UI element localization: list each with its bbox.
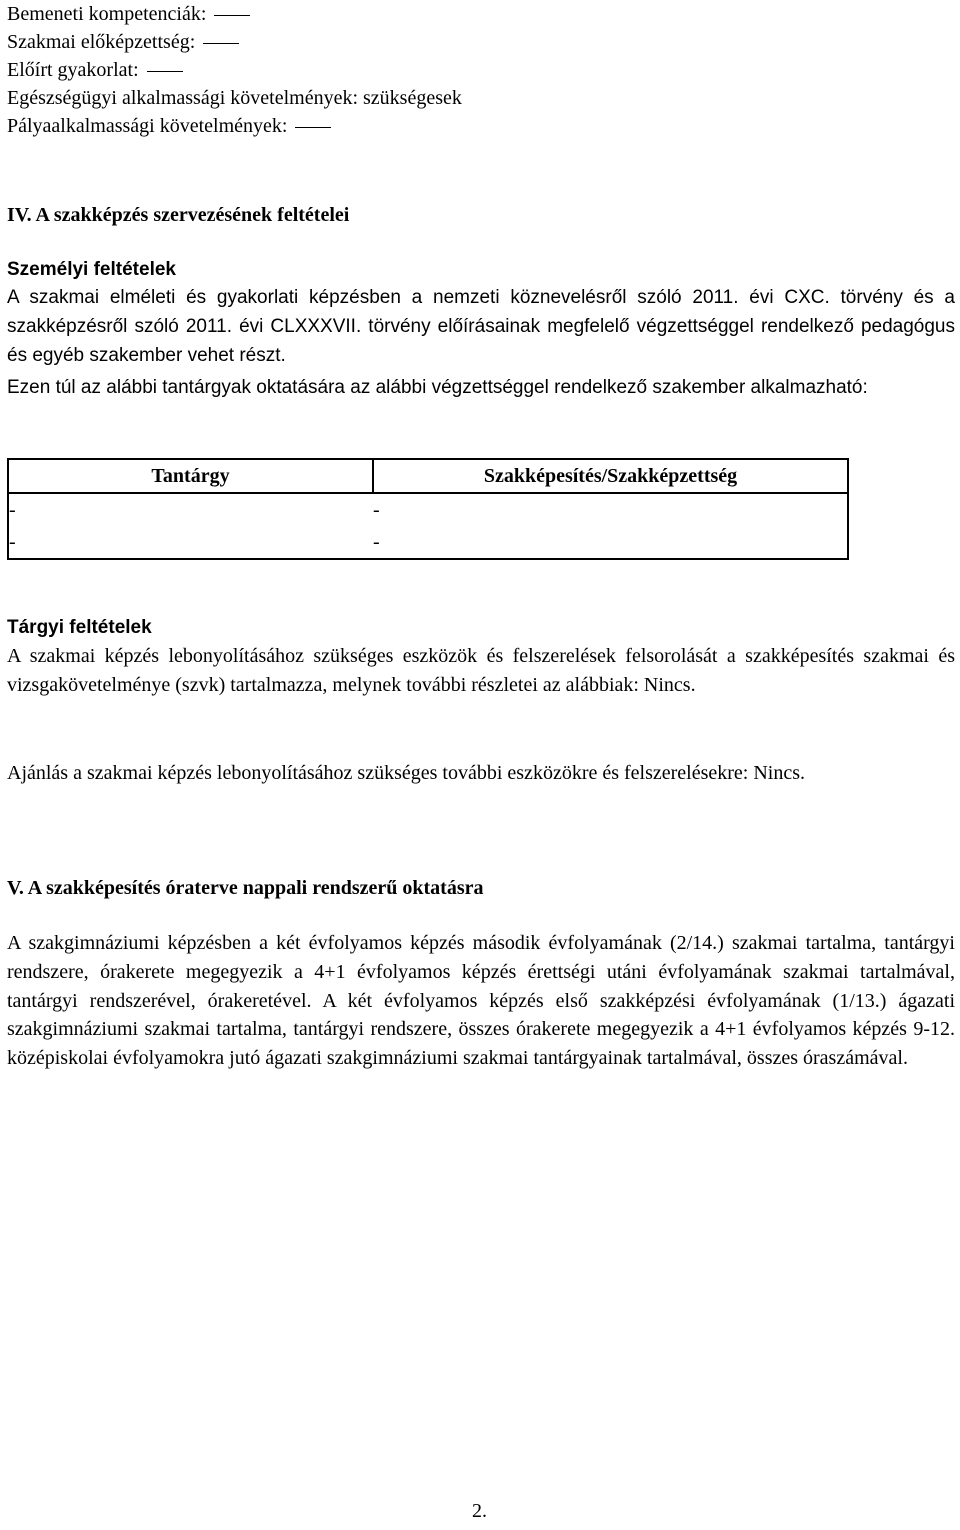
table-row: [8, 493, 848, 526]
personal-conditions-text: A szakmai elméleti és gyakorlati képzésben a nemzeti köznevelésről szóló 2011. évi CXC. törvény és a szakképzésről szóló 2011. évi CLXXXVII. törvény előírásainak megfelelő végzettséggel rendelkező pedagógus és egyéb szakember vehet részt.: [7, 287, 955, 366]
page-number: 2.: [472, 1500, 487, 1522]
empty-value-dash: [147, 71, 183, 72]
table-header-row: [8, 459, 848, 493]
material-conditions-heading: Tárgyi feltételek: [7, 617, 152, 638]
requirement-practice: [7, 58, 183, 82]
requirement-label: Előírt gyakorlat:: [7, 59, 139, 81]
table-header-subject: Tantárgy: [8, 459, 373, 493]
requirement-health: [7, 86, 462, 110]
table-cell-qualification: -: [373, 526, 848, 559]
section-4-heading: IV. A szakképzés szervezésének feltételei: [7, 204, 350, 226]
empty-value-dash: [295, 127, 331, 128]
recommendation-text: Ajánlás a szakmai képzés lebonyolításához szükséges további eszközökre és felszerelésekre: Nincs.: [7, 762, 806, 784]
table-row: [8, 526, 848, 559]
section-5-text: A szakgimnáziumi képzésben a két évfolyamos képzés második évfolyamának (2/14.) szakmai tartalma, tantárgyi rendszere, órakerete megegyezik a 4+1 évfolyamos képzés érettségi utáni évfolyamának szakmai tartalmával, tantárgyi rendszerével, órakeretével. A két évfolyamos képzés első szakképzési évfolyamának (1/13.) ágazati szakgimnáziumi szakmai tartalma, tantárgyi rendszere, összes órakerete megegyezik a 4+1 évfolyamos képzés 9-12. középiskolai évfolyamokra jutó ágazati szakgimnáziumi szakmai tantárgyainak tartalmával, összes óraszámával.: [7, 932, 955, 1070]
table-cell-qualification: -: [373, 493, 848, 526]
requirement-label: Szakmai előképzettség:: [7, 31, 196, 53]
personal-conditions-text-2: Ezen túl az alábbi tantárgyak oktatására az alábbi végzettséggel rendelkező szakember alkalmazható:: [7, 377, 868, 398]
empty-value-dash: [214, 15, 250, 16]
material-conditions-text: A szakmai képzés lebonyolításához szükséges eszközök és felszerelések felsorolását a szakképesítés szakmai és vizsgakövetelménye (szvk) tartalmazza, melynek további részletei az alábbiak: Nincs.: [7, 645, 955, 696]
requirement-input-competencies: [7, 2, 250, 26]
subjects-table: [7, 458, 849, 560]
table-cell-subject: -: [8, 526, 373, 559]
section-5-heading: V. A szakképesítés óraterve nappali rendszerű oktatásra: [7, 877, 484, 899]
table-cell-subject: -: [8, 493, 373, 526]
requirement-label: Egészségügyi alkalmassági követelmények: szükségesek: [7, 87, 462, 109]
requirement-career-suitability: [7, 114, 331, 138]
table-header-qualification: Szakképesítés/Szakképzettség: [373, 459, 848, 493]
empty-value-dash: [203, 43, 239, 44]
personal-conditions-heading: Személyi feltételek: [7, 259, 176, 280]
requirement-prior-qualification: [7, 30, 239, 54]
requirement-label: Pályaalkalmassági követelmények:: [7, 115, 288, 137]
requirement-label: Bemeneti kompetenciák:: [7, 3, 207, 25]
